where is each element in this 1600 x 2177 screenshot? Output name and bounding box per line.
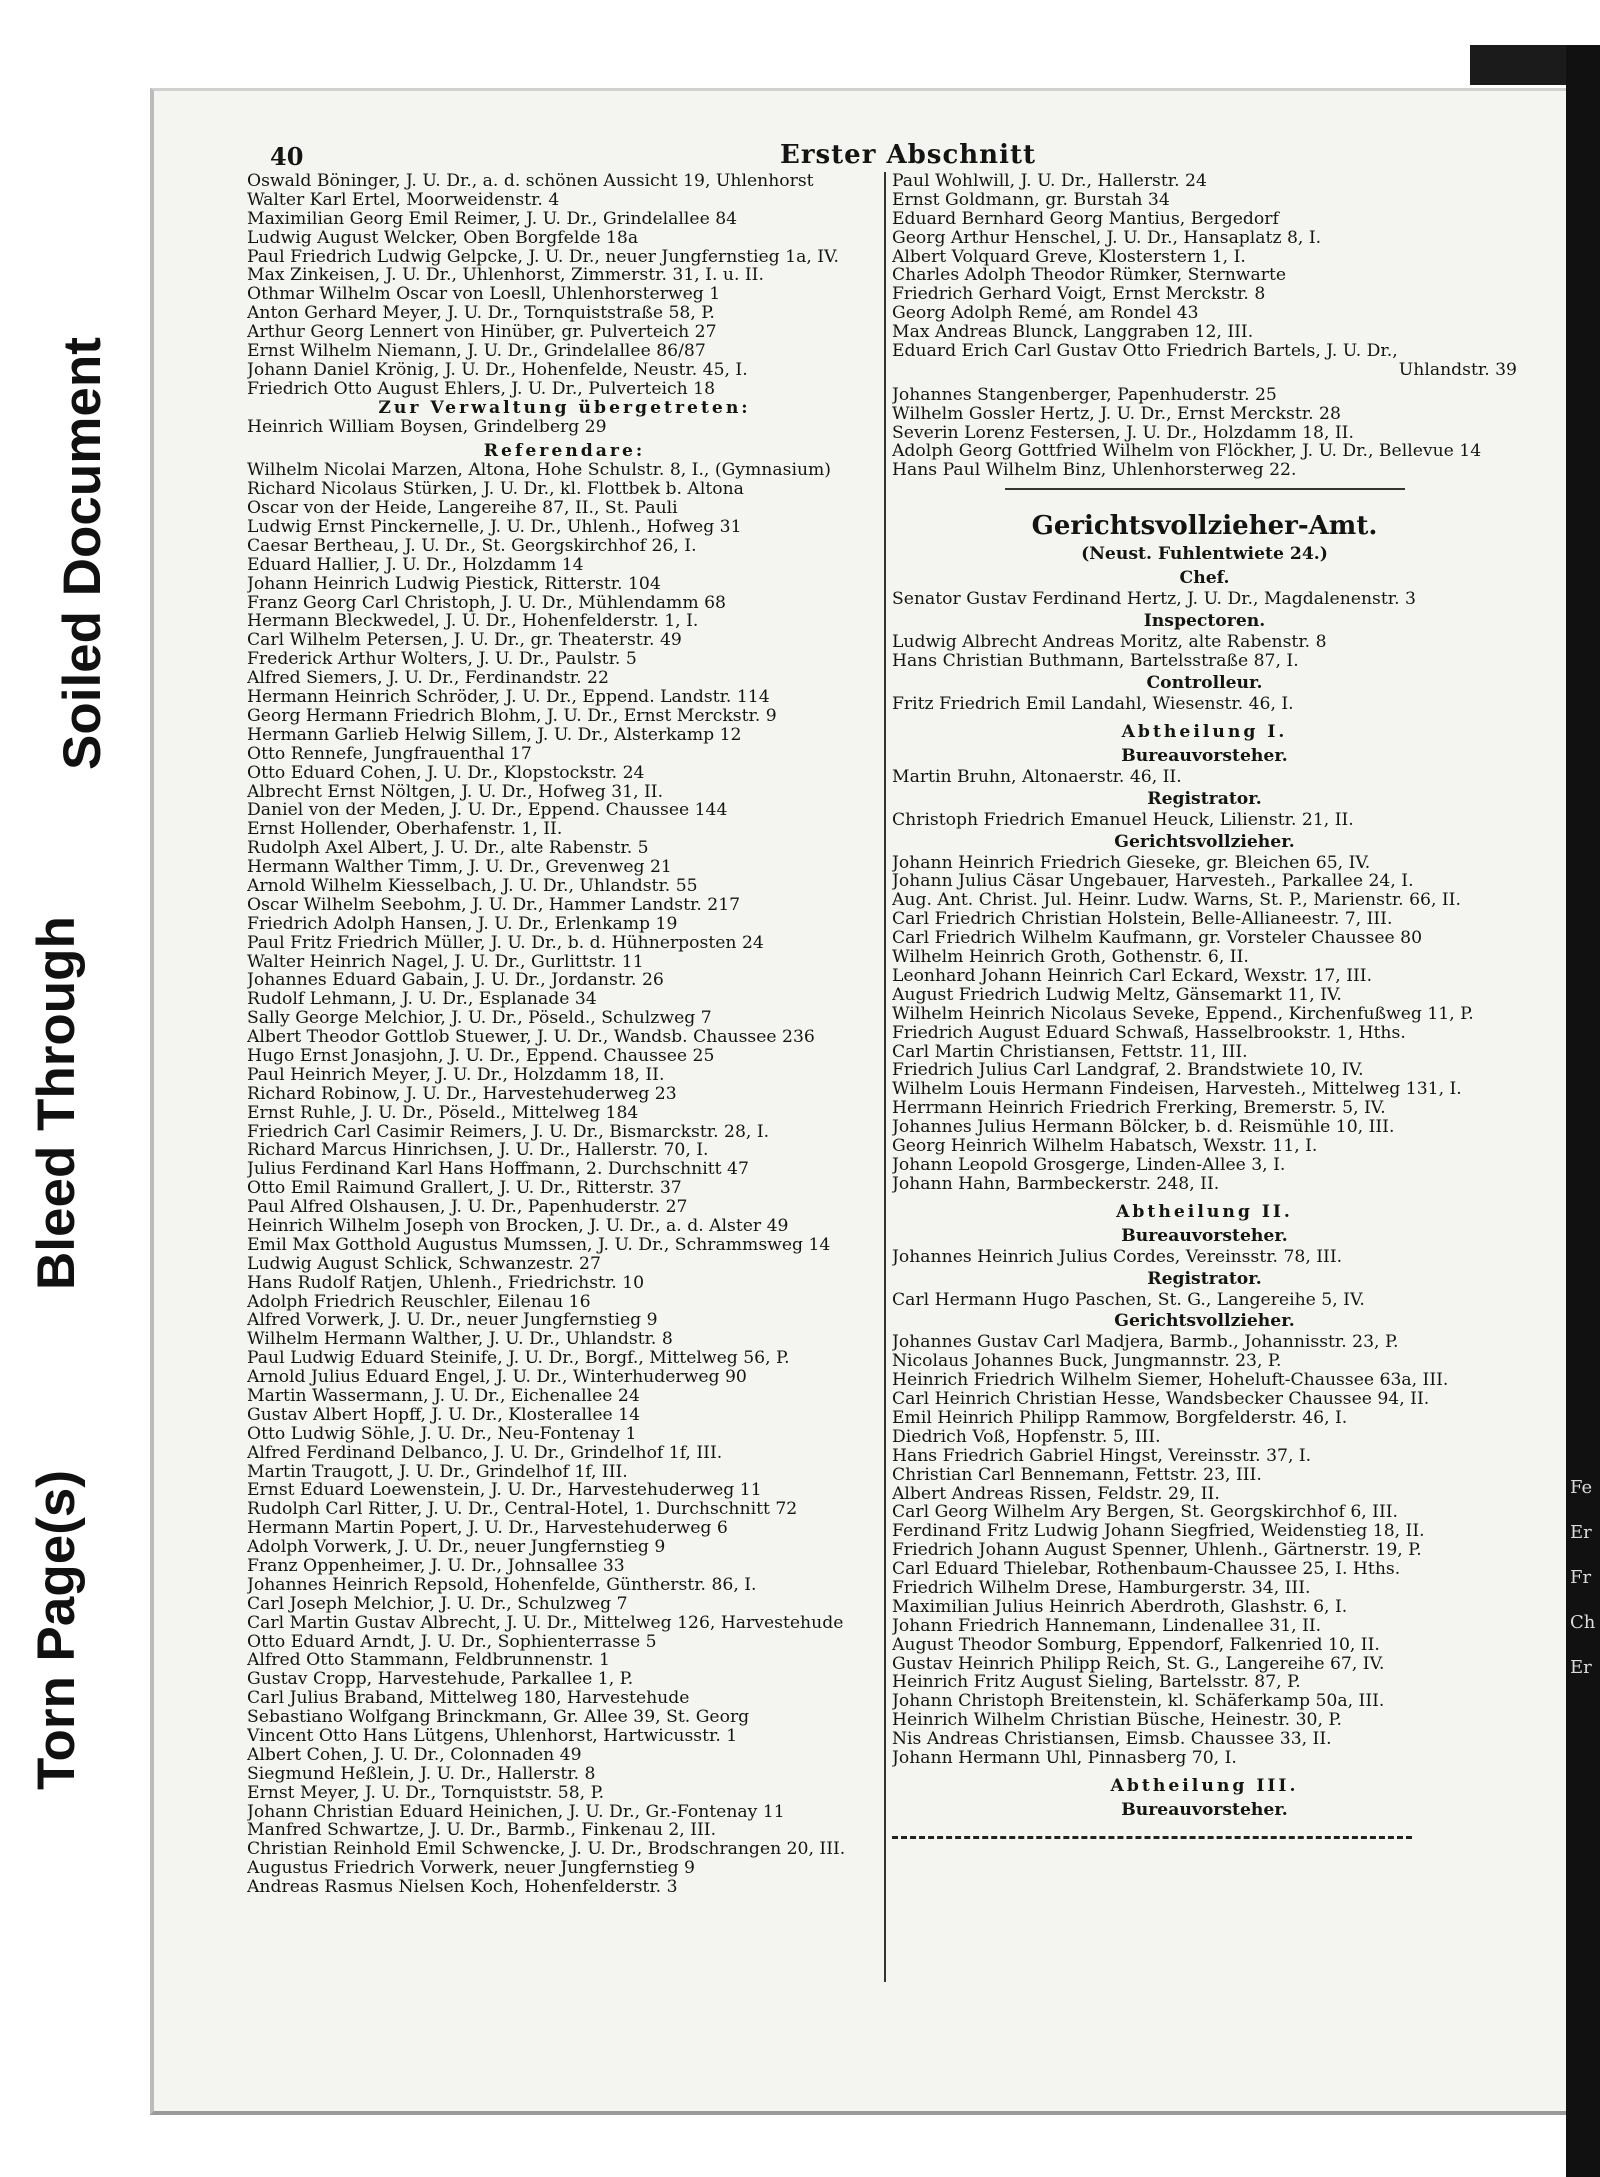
directory-entry: Heinrich William Boysen, Grindelberg 29 — [247, 417, 607, 437]
directory-entry: Martin Wassermann, J. U. Dr., Eichenallee 24 — [247, 1387, 640, 1406]
directory-entry: Walter Karl Ertel, Moorweidenstr. 4 — [247, 190, 560, 210]
directory-entry: Johannes Heinrich Repsold, Hohenfelde, Güntherstr. 86, I. — [247, 1575, 757, 1595]
abt2-registrator-entry: Carl Hermann Hugo Paschen, St. G., Langereihe 5, IV. — [892, 1290, 1365, 1310]
directory-entry: Johannes Eduard Gabain, J. U. Dr., Jordanstr. 26 — [247, 971, 664, 991]
directory-entry: Albert Cohen, J. U. Dr., Colonnaden 49 — [247, 1745, 582, 1765]
directory-entry: Alfred Vorwerk, J. U. Dr., neuer Jungfernstieg 9 — [247, 1311, 658, 1331]
page-number: 40 — [270, 142, 304, 171]
directory-entry: Ludwig August Schlick, Schwanzestr. 27 — [247, 1254, 601, 1274]
directory-entry: Hermann Heinrich Schröder, J. U. Dr., Eppend. Landstr. 114 — [247, 688, 770, 707]
directory-entry: Richard Robinow, J. U. Dr., Harvestehuderweg 23 — [247, 1084, 677, 1104]
directory-entry: Adolph Vorwerk, J. U. Dr., neuer Jungfernstieg 9 — [247, 1538, 666, 1558]
chef-entry: Senator Gustav Ferdinand Hertz, J. U. Dr., Magdalenenstr. 3 — [892, 590, 1416, 610]
directory-entry: Walter Heinrich Nagel, J. U. Dr., Gurlittstr. 11 — [247, 952, 644, 972]
side-label-soiled: Soiled Document — [53, 337, 112, 770]
inspectors-heading: Inspectoren. — [1143, 611, 1266, 632]
abt2-bureau-entry: Johannes Heinrich Julius Cordes, Vereinsstr. 78, III. — [892, 1247, 1343, 1267]
directory-entry: Friedrich Johann August Spenner, Uhlenh., Gärtnerstr. 19, P. — [892, 1541, 1422, 1561]
directory-entry: Oscar Wilhelm Seebohm, J. U. Dr., Hammer Landstr. 217 — [247, 895, 741, 915]
directory-entry: Heinrich Friedrich Wilhelm Siemer, Hoheluft-Chaussee 63a, III. — [892, 1371, 1449, 1391]
directory-entry: Gustav Albert Hopff, J. U. Dr., Klosterallee 14 — [247, 1405, 641, 1425]
directory-entry: Johann Hermann Uhl, Pinnasberg 70, I. — [892, 1749, 1237, 1768]
office-address: (Neust. Fuhlentwiete 24.) — [1081, 544, 1328, 565]
directory-entry: Otto Eduard Arndt, J. U. Dr., Sophienterrasse 5 — [247, 1632, 657, 1652]
directory-entry: Ernst Ruhle, J. U. Dr., Pöseld., Mittelweg 184 — [247, 1103, 639, 1123]
directory-entry: Carl Joseph Melchior, J. U. Dr., Schulzweg 7 — [247, 1594, 628, 1614]
directory-entry: Ernst Meyer, J. U. Dr., Tornquiststr. 58, P. — [247, 1783, 605, 1803]
directory-entry: Ludwig August Welcker, Oben Borgfelde 18a — [247, 228, 639, 248]
directory-entry: Johannes Gustav Carl Madjera, Barmb., Johannisstr. 23, P. — [892, 1333, 1399, 1353]
directory-entry: Richard Nicolaus Stürken, J. U. Dr., kl. Flottbek b. Altona — [247, 480, 744, 500]
abt3-heading: Abtheilung III. — [1110, 1775, 1299, 1796]
directory-entry: Ernst Eduard Loewenstein, J. U. Dr., Harvestehuderweg 11 — [247, 1481, 762, 1501]
directory-entry: Andreas Rasmus Nielsen Koch, Hohenfelderstr. 3 — [247, 1878, 678, 1898]
controller-entry: Fritz Friedrich Emil Landahl, Wiesenstr. 46, I. — [892, 694, 1294, 714]
directory-entry: Alfred Siemers, J. U. Dr., Ferdinandstr. 22 — [247, 669, 609, 689]
directory-entry: Diedrich Voß, Hopfenstr. 5, III. — [892, 1427, 1161, 1447]
directory-entry: Charles Adolph Theodor Rümker, Sternwarte — [892, 266, 1287, 286]
directory-entry: Vincent Otto Hans Lütgens, Uhlenhorst, Hartwicusstr. 1 — [247, 1727, 738, 1746]
directory-entry: Hans Rudolf Ratjen, Uhlenh., Friedrichstr. 10 — [247, 1273, 645, 1293]
directory-entry: Gustav Heinrich Philipp Reich, St. G., Langereihe 67, IV. — [892, 1654, 1385, 1674]
directory-entry: Johann Daniel Krönig, J. U. Dr., Hohenfelde, Neustr. 45, I. — [247, 360, 748, 380]
directory-entry: Georg Arthur Henschel, J. U. Dr., Hansaplatz 8, I. — [892, 228, 1322, 248]
directory-entry: Hans Paul Wilhelm Binz, Uhlenhorsterweg 22. — [892, 461, 1297, 481]
directory-entry: Hermann Walther Timm, J. U. Dr., Grevenweg 21 — [247, 858, 672, 877]
directory-entry: Hugo Ernst Jonasjohn, J. U. Dr., Eppend. Chaussee 25 — [247, 1046, 715, 1066]
directory-entry: Siegmund Heßlein, J. U. Dr., Hallerstr. 8 — [247, 1764, 596, 1784]
directory-entry: Wilhelm Gossler Hertz, J. U. Dr., Ernst Merckstr. 28 — [892, 404, 1341, 424]
directory-entry: Carl Martin Gustav Albrecht, J. U. Dr., Mittelweg 126, Harvestehude — [247, 1613, 844, 1633]
directory-entry: Paul Heinrich Meyer, J. U. Dr., Holzdamm 18, II. — [247, 1065, 665, 1085]
directory-entry: Adolph Georg Gottfried Wilhelm von Flöckher, J. U. Dr., Bellevue 14 — [892, 442, 1482, 462]
directory-entry: Leonhard Johann Heinrich Carl Eckard, Wexstr. 17, III. — [892, 966, 1373, 986]
directory-entry: Oscar von der Heide, Langereihe 87, II., St. Pauli — [247, 499, 678, 519]
directory-entry: Rudolf Lehmann, J. U. Dr., Esplanade 34 — [247, 990, 597, 1010]
adjacent-page-fragment: Er — [1570, 1657, 1592, 1678]
directory-entry: Paul Fritz Friedrich Müller, J. U. Dr., b. d. Hühnerposten 24 — [247, 933, 764, 953]
directory-entry: Maximilian Julius Heinrich Aberdroth, Glashstr. 6, I. — [892, 1597, 1348, 1617]
directory-entry: Friedrich Carl Casimir Reimers, J. U. Dr., Bismarckstr. 28, I. — [247, 1122, 770, 1142]
directory-entry: Hermann Bleckwedel, J. U. Dr., Hohenfelderstr. 1, I. — [247, 612, 699, 632]
directory-entry: Friedrich Julius Carl Landgraf, 2. Brandstwiete 10, IV. — [892, 1061, 1364, 1081]
abt1-registrator-entry: Christoph Friedrich Emanuel Heuck, Lilienstr. 21, II. — [892, 810, 1354, 830]
directory-entry: Ernst Hollender, Oberhafenstr. 1, II. — [247, 820, 563, 840]
directory-entry: Wilhelm Nicolai Marzen, Altona, Hohe Schulstr. 8, I., (Gymnasium) — [247, 461, 832, 481]
abt1-heading: Abtheilung I. — [1121, 721, 1288, 742]
directory-entry: Johann Friedrich Hannemann, Lindenallee 31, II. — [892, 1616, 1322, 1636]
directory-entry: Oswald Böninger, J. U. Dr., a. d. schönen Aussicht 19, Uhlenhorst — [247, 172, 814, 191]
directory-entry: Carl Friedrich Wilhelm Kaufmann, gr. Vorsteler Chaussee 80 — [892, 929, 1422, 949]
directory-entry: Friedrich August Eduard Schwaß, Hasselbrookstr. 1, Hths. — [892, 1023, 1406, 1043]
directory-entry: Anton Gerhard Meyer, J. U. Dr., Tornquiststraße 58, P. — [247, 304, 715, 324]
right-column — [892, 172, 1517, 1839]
adjacent-page-fragment: Fe — [1570, 1477, 1593, 1498]
directory-entry: Christian Reinhold Emil Schwencke, J. U. Dr., Brodschrangen 20, III. — [247, 1840, 846, 1860]
directory-entry: Ernst Goldmann, gr. Burstah 34 — [892, 190, 1170, 210]
directory-entry: Rudolph Carl Ritter, J. U. Dr., Central-Hotel, 1. Durchschnitt 72 — [247, 1500, 798, 1520]
directory-entry: Othmar Wilhelm Oscar von Loesll, Uhlenhorsterweg 1 — [247, 285, 721, 305]
abt1-bureau-heading: Bureauvorsteher. — [1121, 745, 1288, 766]
directory-entry: Hermann Martin Popert, J. U. Dr., Harvestehuderweg 6 — [247, 1519, 728, 1539]
directory-entry: Emil Heinrich Philipp Rammow, Borgfelderstr. 46, I. — [892, 1408, 1348, 1428]
left-column — [247, 172, 882, 1897]
referendare-heading: Referendare: — [483, 442, 646, 462]
directory-entry: Adolph Friedrich Reuschler, Eilenau 16 — [247, 1292, 591, 1312]
transfer-list — [247, 418, 882, 437]
directory-entry: Georg Heinrich Wilhelm Habatsch, Wexstr. 11, I. — [892, 1136, 1318, 1156]
directory-entry: Wilhelm Heinrich Groth, Gothenstr. 6, II. — [892, 948, 1249, 967]
chef-heading: Chef. — [1179, 568, 1230, 589]
right-top-list — [892, 172, 1517, 361]
inspectors-list — [892, 633, 1517, 671]
directory-entry: Johann Christoph Breitenstein, kl. Schäferkamp 50a, III. — [892, 1692, 1385, 1712]
directory-entry: Augustus Friedrich Vorwerk, neuer Jungfernstieg 9 — [247, 1859, 695, 1879]
directory-entry: Sebastiano Wolfgang Brinckmann, Gr. Allee 39, St. Georg — [247, 1708, 750, 1728]
directory-entry: Sally George Melchior, J. U. Dr., Pöseld., Schulzweg 7 — [247, 1009, 712, 1029]
directory-entry: Eduard Erich Carl Gustav Otto Friedrich Bartels, J. U. Dr., — [892, 342, 1398, 361]
abt2-gv-heading: Gerichtsvollzieher. — [1114, 1311, 1295, 1332]
directory-entry: Alfred Ferdinand Delbanco, J. U. Dr., Grindelhof 1f, III. — [247, 1443, 723, 1463]
directory-entry: Gustav Cropp, Harvestehude, Parkallee 1, P. — [247, 1670, 634, 1690]
directory-entry: Paul Alfred Olshausen, J. U. Dr., Papenhuderstr. 27 — [247, 1198, 688, 1217]
directory-entry: Hans Christian Buthmann, Bartelsstraße 87, I. — [892, 652, 1299, 671]
side-label-bleed: Bleed Through — [27, 916, 86, 1290]
directory-entry: Carl Wilhelm Petersen, J. U. Dr., gr. Theaterstr. 49 — [247, 631, 682, 651]
directory-entry: Friedrich Otto August Ehlers, J. U. Dr., Pulverteich 18 — [247, 379, 716, 399]
adjacent-page-fragment: Er — [1570, 1522, 1592, 1543]
directory-entry: Carl Martin Christiansen, Fettstr. 11, III. — [892, 1042, 1248, 1062]
directory-entry: Aug. Ant. Christ. Jul. Heinr. Ludw. Warns, St. P., Marienstr. 66, II. — [892, 891, 1461, 911]
directory-entry: Carl Eduard Thielebar, Rothenbaum-Chaussee 25, I. Hths. — [892, 1560, 1401, 1579]
right-top-list-2 — [892, 386, 1517, 480]
directory-entry: Severin Lorenz Festersen, J. U. Dr., Holzdamm 18, II. — [892, 423, 1354, 443]
referendare-list — [247, 461, 882, 1897]
directory-entry: Heinrich Fritz August Sieling, Bartelsstr. 87, P. — [892, 1673, 1301, 1693]
directory-entry: Albert Andreas Rissen, Feldstr. 29, II. — [892, 1484, 1220, 1504]
directory-entry: Wilhelm Hermann Walther, J. U. Dr., Uhlandstr. 8 — [247, 1330, 673, 1350]
directory-entry: Otto Rennefe, Jungfrauenthal 17 — [247, 744, 532, 764]
directory-entry: Franz Georg Carl Christoph, J. U. Dr., Mühlendamm 68 — [247, 593, 726, 613]
directory-entry: August Theodor Somburg, Eppendorf, Falkenried 10, II. — [892, 1635, 1380, 1655]
bartels-continuation: Uhlandstr. 39 — [1398, 360, 1517, 380]
abt2-registrator-heading: Registrator. — [1147, 1268, 1262, 1289]
directory-entry: Hans Friedrich Gabriel Hingst, Vereinsstr. 37, I. — [892, 1446, 1312, 1466]
directory-entry: Carl Georg Wilhelm Ary Bergen, St. Georgskirchhof 6, III. — [892, 1503, 1399, 1523]
abt1-registrator-heading: Registrator. — [1147, 788, 1262, 809]
directory-entry: Emil Max Gotthold Augustus Mumssen, J. U. Dr., Schrammsweg 14 — [247, 1235, 831, 1255]
directory-entry: Johann Christian Eduard Heinichen, J. U. Dr., Gr.-Fontenay 11 — [247, 1802, 785, 1822]
directory-entry: Ludwig Ernst Pinckernelle, J. U. Dr., Uhlenh., Hofweg 31 — [247, 518, 742, 537]
abt1-gv-list — [892, 854, 1517, 1194]
directory-entry: Maximilian Georg Emil Reimer, J. U. Dr., Grindelallee 84 — [247, 209, 738, 229]
directory-entry: Arthur Georg Lennert von Hinüber, gr. Pulverteich 27 — [247, 323, 717, 343]
abt3-bureau-heading: Bureauvorsteher. — [1121, 1799, 1288, 1820]
abt2-heading: Abtheilung II. — [1116, 1201, 1293, 1222]
directory-entry: Johannes Julius Hermann Bölcker, b. d. Reismühle 10, III. — [892, 1118, 1395, 1137]
directory-entry: Wilhelm Heinrich Nicolaus Seveke, Eppend., Kirchenfußweg 11, P. — [892, 1004, 1474, 1024]
directory-entry: Heinrich Wilhelm Christian Büsche, Heinestr. 30, P. — [892, 1711, 1342, 1731]
directory-entry: Otto Eduard Cohen, J. U. Dr., Klopstockstr. 24 — [247, 763, 645, 783]
directory-entry: Johann Julius Cäsar Ungebauer, Harvesteh., Parkallee 24, I. — [892, 872, 1414, 892]
abt2-bureau-heading: Bureauvorsteher. — [1121, 1225, 1288, 1246]
office-title: Gerichtsvollzieher-Amt. — [1031, 511, 1378, 542]
directory-entry: Johann Heinrich Friedrich Gieseke, gr. Bleichen 65, IV. — [892, 853, 1371, 873]
directory-entry: Richard Marcus Hinrichsen, J. U. Dr., Hallerstr. 70, I. — [247, 1141, 709, 1161]
directory-entry: Paul Ludwig Eduard Steinife, J. U. Dr., Borgf., Mittelweg 56, P. — [247, 1349, 790, 1369]
directory-entry: Eduard Hallier, J. U. Dr., Holzdamm 14 — [247, 555, 584, 575]
directory-entry: Carl Heinrich Christian Hesse, Wandsbecker Chaussee 94, II. — [892, 1390, 1430, 1409]
directory-entry: Ferdinand Fritz Ludwig Johann Siegfried, Weidenstieg 18, II. — [892, 1522, 1425, 1542]
directory-entry: Martin Traugott, J. U. Dr., Grindelhof 1f, III. — [247, 1462, 628, 1482]
side-label-torn: Torn Page(s) — [27, 1470, 86, 1790]
directory-entry: Rudolph Axel Albert, J. U. Dr., alte Rabenstr. 5 — [247, 839, 649, 859]
directory-entry: Ludwig Albrecht Andreas Moritz, alte Rabenstr. 8 — [892, 633, 1327, 653]
directory-entry: Friedrich Wilhelm Drese, Hamburgerstr. 34, III. — [892, 1578, 1311, 1598]
directory-entry: Caesar Bertheau, J. U. Dr., St. Georgskirchhof 26, I. — [247, 536, 697, 556]
directory-entry: Johann Heinrich Ludwig Piestick, Ritterstr. 104 — [247, 574, 661, 594]
directory-entry: Franz Oppenheimer, J. U. Dr., Johnsallee 33 — [247, 1557, 625, 1576]
directory-entry: Carl Julius Braband, Mittelweg 180, Harvestehude — [247, 1689, 690, 1709]
abt1-bureau-entry: Martin Bruhn, Altonaerstr. 46, II. — [892, 767, 1182, 787]
directory-entry: Paul Friedrich Ludwig Gelpcke, J. U. Dr., neuer Jungfernstieg 1a, IV. — [247, 247, 839, 267]
page-header: Erster Abschnitt — [780, 140, 1036, 170]
directory-entry: Albert Theodor Gottlob Stuewer, J. U. Dr., Wandsb. Chaussee 236 — [247, 1028, 815, 1047]
directory-entry: Arnold Julius Eduard Engel, J. U. Dr., Winterhuderweg 90 — [247, 1368, 747, 1387]
directory-entry: Nis Andreas Christiansen, Eimsb. Chaussee 33, II. — [892, 1730, 1332, 1749]
section-rule — [1005, 488, 1405, 490]
directory-entry: Friedrich Gerhard Voigt, Ernst Merckstr. 8 — [892, 285, 1266, 305]
directory-entry: Georg Adolph Remé, am Rondel 43 — [892, 304, 1199, 324]
directory-entry: Johannes Stangenberger, Papenhuderstr. 25 — [892, 385, 1277, 405]
dashed-rule — [892, 1836, 1412, 1839]
directory-entry: Paul Wohlwill, J. U. Dr., Hallerstr. 24 — [892, 172, 1207, 191]
transfer-heading: Zur Verwaltung übergetreten: — [378, 398, 751, 418]
directory-entry: Carl Friedrich Christian Holstein, Belle-Allianeestr. 7, III. — [892, 910, 1393, 930]
directory-entry: Max Zinkeisen, J. U. Dr., Uhlenhorst, Zimmerstr. 31, I. u. II. — [247, 266, 764, 286]
directory-entry: Max Andreas Blunck, Langgraben 12, III. — [892, 323, 1254, 343]
directory-entry: Ernst Wilhelm Niemann, J. U. Dr., Grindelallee 86/87 — [247, 342, 706, 361]
directory-entry: August Friedrich Ludwig Meltz, Gänsemarkt 11, IV. — [892, 985, 1342, 1005]
abt2-gv-list — [892, 1333, 1517, 1767]
left-top-list — [247, 172, 882, 399]
directory-entry: Johann Hahn, Barmbeckerstr. 248, II. — [892, 1174, 1220, 1194]
adjacent-page-fragments — [1570, 1465, 1600, 1690]
directory-entry: Julius Ferdinand Karl Hans Hoffmann, 2. Durchschnitt 47 — [247, 1160, 749, 1180]
adjacent-page-fragment: Fr — [1570, 1567, 1592, 1588]
directory-entry: Johann Leopold Grosgerge, Linden-Allee 3, I. — [892, 1155, 1286, 1175]
directory-entry: Arnold Wilhelm Kiesselbach, J. U. Dr., Uhlandstr. 55 — [247, 876, 698, 896]
directory-entry: Heinrich Wilhelm Joseph von Brocken, J. U. Dr., a. d. Alster 49 — [247, 1216, 789, 1236]
directory-entry: Eduard Bernhard Georg Mantius, Bergedorf — [892, 209, 1279, 229]
directory-entry: Herrmann Heinrich Friedrich Frerking, Bremerstr. 5, IV. — [892, 1099, 1386, 1119]
directory-entry: Friedrich Adolph Hansen, J. U. Dr., Erlenkamp 19 — [247, 914, 678, 934]
directory-entry: Georg Hermann Friedrich Blohm, J. U. Dr., Ernst Merckstr. 9 — [247, 706, 777, 726]
directory-entry: Otto Ludwig Söhle, J. U. Dr., Neu-Fontenay 1 — [247, 1424, 637, 1444]
adjacent-page-fragment: Ch — [1570, 1612, 1596, 1633]
directory-entry: Alfred Otto Stammann, Feldbrunnenstr. 1 — [247, 1651, 610, 1671]
column-divider — [884, 172, 886, 1982]
directory-entry: Hermann Garlieb Helwig Sillem, J. U. Dr., Alsterkamp 12 — [247, 725, 742, 745]
directory-entry: Manfred Schwartze, J. U. Dr., Barmb., Finkenau 2, III. — [247, 1821, 717, 1841]
directory-entry: Albert Volquard Greve, Klosterstern 1, I. — [892, 247, 1246, 267]
directory-entry: Frederick Arthur Wolters, J. U. Dr., Paulstr. 5 — [247, 650, 637, 670]
directory-entry: Daniel von der Meden, J. U. Dr., Eppend. Chaussee 144 — [247, 801, 728, 821]
adjacent-page-strip — [1566, 45, 1600, 2177]
directory-entry: Wilhelm Louis Hermann Findeisen, Harvesteh., Mittelweg 131, I. — [892, 1080, 1462, 1100]
directory-entry: Albrecht Ernst Nöltgen, J. U. Dr., Hofweg 31, II. — [247, 782, 664, 802]
directory-entry: Christian Carl Bennemann, Fettstr. 23, III. — [892, 1465, 1262, 1485]
directory-entry: Otto Emil Raimund Grallert, J. U. Dr., Ritterstr. 37 — [247, 1179, 682, 1199]
controller-heading: Controlleur. — [1146, 672, 1263, 693]
directory-entry: Nicolaus Johannes Buck, Jungmannstr. 23, P. — [892, 1352, 1282, 1372]
abt1-gv-heading: Gerichtsvollzieher. — [1114, 831, 1295, 852]
